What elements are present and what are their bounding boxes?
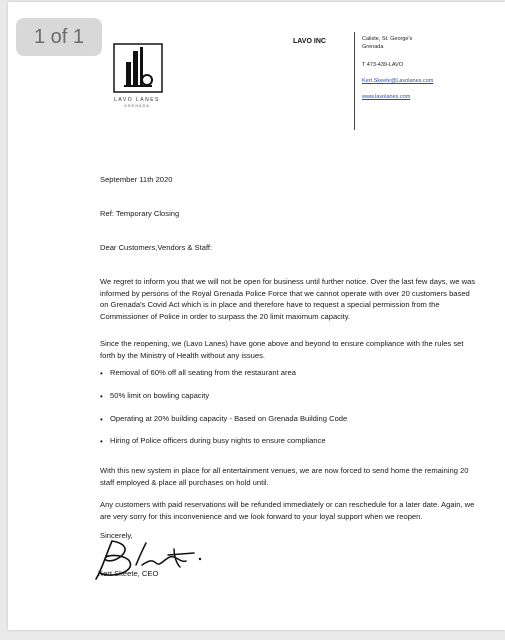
- paragraph-2: Since the reopening, we (Lavo Lanes) have gone above and beyond to ensure compliance with the rules set forth by the Ministry of Health without any issues.: [100, 339, 464, 360]
- website-link[interactable]: www.lavolanes.com: [362, 94, 411, 100]
- email-link[interactable]: Kert.Skeete@Lavolanes.com: [362, 78, 434, 84]
- letter-page: [8, 2, 505, 630]
- list-item-text: Operating at 20% building capacity - Based on Grenada Building Code: [110, 413, 348, 423]
- bullet-icon: •: [100, 369, 103, 378]
- paragraph-4: Any customers with paid reservations will be refunded immediately or can reschedule for a later date. Again, we are very sorry for this inconvenience and we look forward to your loyal support when we reopen.: [100, 500, 475, 521]
- company-name: LAVO INC: [293, 38, 326, 45]
- address-line-2: Grenada: [362, 44, 384, 50]
- paragraph-3: With this new system in place for all entertainment venues, we are now forced to send home the remaining 20 staff employed & place all purchases on hold until.: [100, 466, 469, 487]
- lavo-lanes-logo: [112, 42, 164, 94]
- compliance-list: [100, 368, 480, 459]
- letterhead-divider: [354, 32, 355, 130]
- letter-date: September 11th 2020: [100, 175, 173, 184]
- list-item: [100, 414, 480, 437]
- signer-name: Kert Skeete, CEO: [98, 569, 159, 578]
- bullet-icon: •: [100, 414, 103, 424]
- list-item-text: Removal of 60% off all seating from the restaurant area: [110, 368, 297, 377]
- closing: Sincerely,: [100, 531, 133, 540]
- list-item-text: 50% limit on bowling capacity: [110, 390, 210, 400]
- bullet-icon: •: [100, 391, 103, 401]
- phone-number: T 473-439-LAVO: [362, 62, 404, 68]
- address-line-1: Caliste, St. George's: [362, 36, 413, 42]
- list-item: [100, 368, 480, 391]
- list-item: [100, 436, 480, 459]
- paragraph-1: We regret to inform you that we will not be open for business until further notice. Over the last few days, we was informed by persons of the Royal Grenada Police Force that we cannot operate with over 20 customers based on Grenada's Covid Act which is in place and therefore have to request a special permission from the Commissioner of Police in order to surpass the 20 limit maximum capacity.: [100, 277, 476, 321]
- page-counter-badge: 1 of 1: [16, 18, 102, 56]
- bullet-icon: •: [100, 437, 103, 447]
- logo-text: LAVO LANES: [114, 97, 160, 103]
- letter-reference: Ref: Temporary Closing: [100, 209, 180, 218]
- logo-subtext: GRENADA: [124, 104, 150, 108]
- list-item: [100, 391, 480, 414]
- letter-salutation: Dear Customers,Vendors & Staff:: [100, 243, 213, 252]
- list-item-text: Hiring of Police officers during busy nights to ensure compliance: [110, 436, 326, 446]
